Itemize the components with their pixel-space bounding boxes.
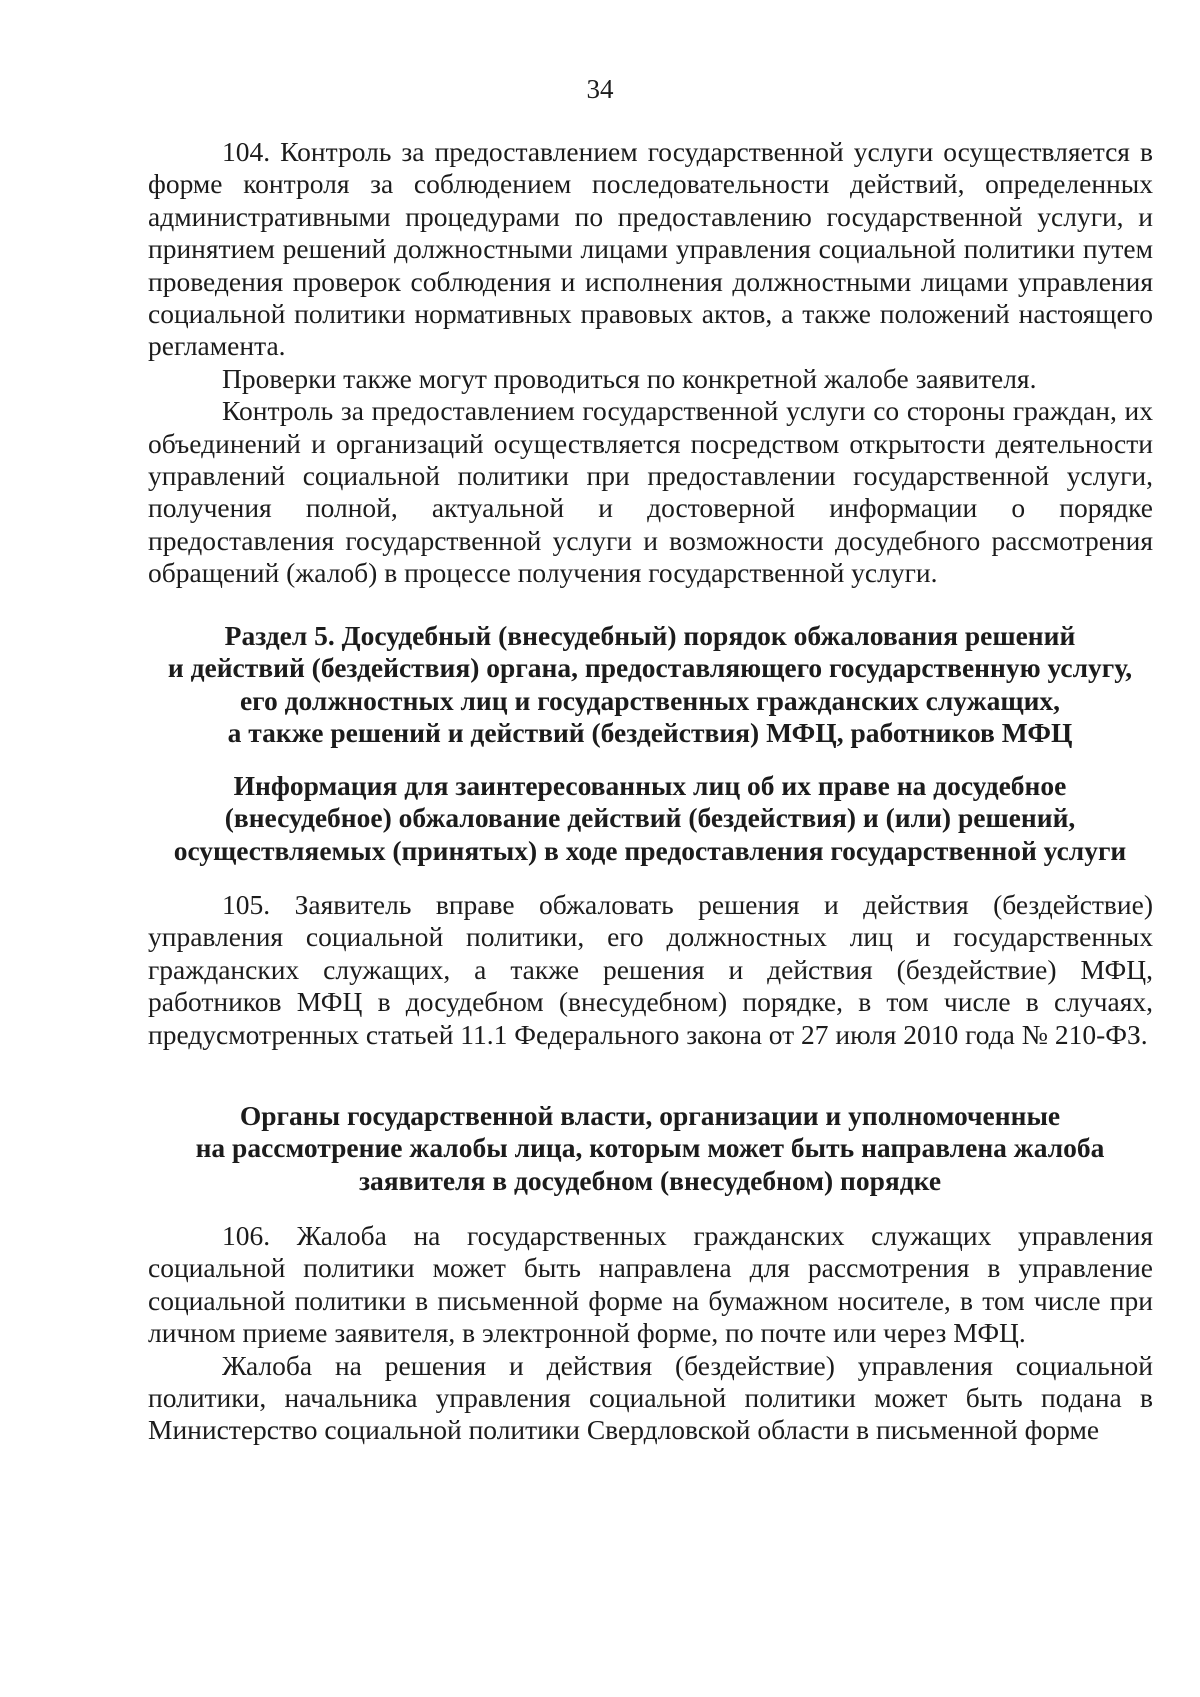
heading-line: заявителя в досудебном (внесудебном) порядке: [358, 1164, 942, 1196]
paragraph-checks: Проверки также могут проводиться по конкретной жалобе заявителя.: [222, 362, 1037, 394]
heading-line: на рассмотрение жалобы лица, которым может быть направлена жалоба: [195, 1132, 1105, 1164]
heading-line: (внесудебное) обжалование действий (бездействия) и (или) решений,: [224, 802, 1076, 834]
paragraph-public-control: Контроль за предоставлением государственной услуги со стороны граждан, их объединений и организаций осуществляется посредством открытости деятельности управлений социальной политики при предоставлении государственной услуги, получения полной, актуальной и достоверной информации о порядке предоставления государственной услуги и возможности досудебного рассмотрения обращений (жалоб) в процессе получения государственной услуги.: [148, 395, 1153, 589]
heading-line: и действий (бездействия) органа, предоставляющего государственную услугу,: [167, 652, 1133, 684]
paragraph-105: 105. Заявитель вправе обжаловать решения и действия (бездействие) управления социальной политики, его должностных лиц и государственных гражданских служащих, а также решения и действия (бездействие) МФЦ, работников МФЦ в досудебном (внесудебном) порядке, в том числе в случаях, предусмотренных статьей 11.1 Федерального закона от 27 июля 2010 года № 210-ФЗ.: [148, 889, 1153, 1050]
complaint-submission-block: [148, 1220, 1153, 1447]
organs-heading: [140, 1100, 1160, 1197]
section-5-heading: [140, 620, 1160, 750]
heading-line: Органы государственной власти, организации и уполномоченные: [239, 1100, 1061, 1131]
heading-line: а также решений и действий (бездействия) МФЦ, работников МФЦ: [227, 717, 1073, 749]
complaint-right-block: [148, 889, 1153, 1051]
info-heading: [140, 770, 1160, 867]
heading-line: осуществляемых (принятых) в ходе предоставления государственной услуги: [173, 834, 1127, 866]
heading-line: Раздел 5. Досудебный (внесудебный) порядок обжалования решений: [224, 620, 1076, 651]
heading-line: Информация для заинтересованных лиц об их праве на досудебное: [233, 770, 1067, 801]
paragraph-ministry: Жалоба на решения и действия (бездействие) управления социальной политики, начальника управления социальной политики может быть подана в Министерство социальной политики Свердловской области в письменной форме: [148, 1349, 1153, 1446]
page-number: 34: [586, 74, 614, 104]
control-text-block: [148, 136, 1153, 590]
heading-line: его должностных лиц и государственных гражданских служащих,: [239, 684, 1061, 716]
paragraph-104: 104. Контроль за предоставлением государственной услуги осуществляется в форме контроля за соблюдением последовательности действий, определенных административными процедурами по предоставлению государственной услуги, и принятием решений должностными лицами управления социальной политики путем проведения проверок соблюдения и исполнения должностными лицами управления социальной политики нормативных правовых актов, а также положений настоящего регламента.: [148, 136, 1153, 362]
paragraph-106: 106. Жалоба на государственных гражданских служащих управления социальной политики может быть направлена для рассмотрения в управление социальной политики в письменной форме на бумажном носителе, в том числе при личном приеме заявителя, в электронной форме, по почте или через МФЦ.: [148, 1220, 1153, 1349]
